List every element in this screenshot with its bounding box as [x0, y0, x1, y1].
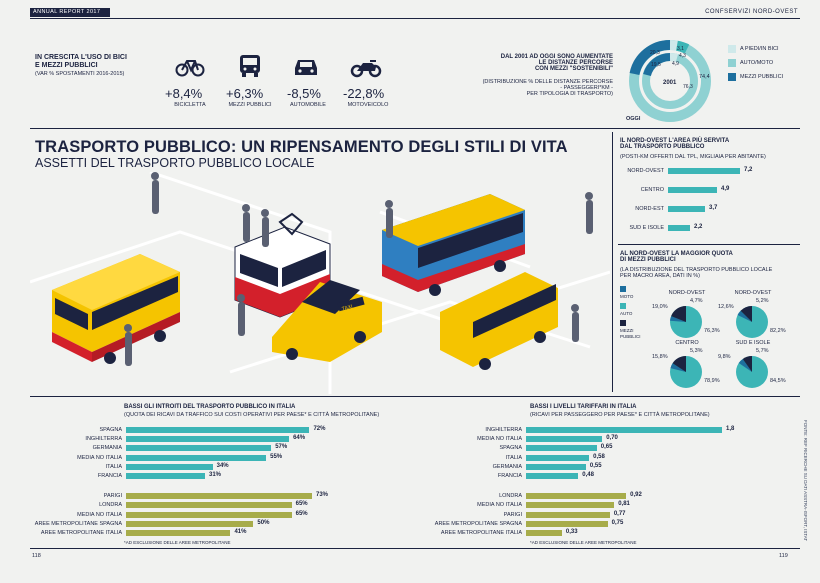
bus-change: +6,3%	[226, 86, 264, 101]
fares-bar	[526, 473, 578, 479]
inner-v3: 76,3	[683, 84, 693, 90]
bike-label: BICICLETTA	[174, 102, 206, 108]
revenue-bar	[126, 521, 253, 527]
outer-v1: 3,1	[677, 46, 684, 52]
revenue-bar	[126, 464, 213, 470]
fares-bar	[526, 493, 626, 499]
outer-v3: 74,4	[699, 74, 710, 80]
revenue-label: MEDIA NO ITALIA	[77, 511, 122, 518]
fares-bar	[526, 436, 602, 442]
bike-subtitle: (VAR % SPOSTAMENTI 2016-2015)	[35, 71, 125, 77]
donut-title-2: LE DISTANZE PERCORSE	[538, 60, 613, 66]
share-legend	[620, 286, 650, 340]
publisher-tag: CONFSERVIZI NORD-OVEST	[705, 9, 798, 15]
revenue-bar	[126, 512, 292, 518]
share-title-1: AL NORD-OVEST LA MAGGIOR QUOTA	[620, 251, 733, 257]
revenue-label: GERMANIA	[92, 445, 122, 452]
donut-today: OGGI	[626, 116, 641, 122]
share-pie	[734, 354, 770, 390]
revenue-value: 31%	[208, 472, 221, 478]
revenue-bar	[126, 493, 312, 499]
revenue-label: AREE METROPOLITANE ITALIA	[40, 530, 122, 536]
served-bar-chart	[620, 168, 800, 240]
pie-value-c: 76,3%	[704, 328, 720, 334]
revenue-title: BASSI GLI INTROITI DEL TRASPORTO PUBBLICO IN ITALIA	[124, 404, 296, 410]
right-column-rule	[612, 132, 613, 392]
legend-public2-swatch	[620, 320, 626, 326]
fares-label: SPAGNA	[499, 445, 522, 452]
donut-year: 2001	[663, 80, 677, 86]
donut-sub-2: - PASSEGGERI*KM -	[560, 85, 613, 91]
revenue-value: 65%	[295, 501, 308, 508]
revenue-label: PARIGI	[103, 493, 122, 500]
share-pies	[650, 284, 800, 390]
share-pie	[668, 354, 704, 390]
motorbike-icon	[350, 56, 382, 78]
blue-bus	[382, 194, 525, 296]
pie-value-c: 84,5%	[770, 378, 786, 384]
pie-value-a: 9,8%	[718, 354, 731, 360]
school-bus	[440, 272, 558, 370]
bike-title-1: IN CRESCITA L'USO DI BICI	[35, 54, 127, 61]
fares-label: MEDIA NO ITALIA	[477, 436, 522, 443]
revenue-bar	[126, 473, 205, 479]
revenue-value: 64%	[293, 435, 306, 442]
legend-moto-swatch	[620, 286, 626, 292]
pie-value-c: 78,9%	[704, 378, 720, 384]
revenue-label: FRANCIA	[97, 473, 122, 479]
section-rule-top	[30, 128, 800, 129]
fares-label: LONDRA	[499, 493, 522, 500]
share-title	[620, 251, 733, 263]
fares-value: 0,58	[593, 453, 605, 460]
right-column-mid-rule	[618, 244, 800, 245]
revenue-value: 65%	[295, 510, 308, 517]
bike-title-2: E MEZZI PUBBLICI	[35, 62, 98, 69]
revenue-value: 34%	[216, 462, 229, 469]
pie-name: CENTRO	[675, 340, 699, 346]
served-value: 4,9	[721, 186, 730, 192]
fares-bar	[526, 445, 597, 451]
share-pie	[734, 304, 770, 340]
revenue-footnote: *AD ESCLUSIONE DELLE AREE METROPOLITANE	[124, 540, 231, 545]
bus-icon	[237, 54, 263, 78]
fares-label: MEDIA NO ITALIA	[477, 502, 522, 509]
pie-name: NORD-OVEST	[668, 290, 706, 296]
moto-label: MOTOVEICOLO	[347, 102, 389, 108]
fares-value: 0,55	[589, 462, 602, 469]
fares-value: 0,81	[618, 501, 630, 508]
pie-value-b: 5,2%	[756, 298, 769, 304]
taxi-sign: TAXI	[341, 303, 354, 313]
served-value: 2,2	[694, 224, 703, 230]
revenue-bar	[126, 502, 292, 508]
donut-sub-1: (DISTRIBUZIONE % DELLE DISTANZE PERCORSE	[482, 79, 613, 85]
yellow-bus	[52, 254, 180, 364]
transport-illustration	[30, 172, 610, 394]
bus-label: MEZZI PUBBLICI	[228, 102, 272, 108]
fares-value: 0,65	[600, 444, 613, 451]
car-label: AUTOMOBILE	[290, 102, 326, 108]
served-bar	[668, 187, 717, 193]
revenue-bar-chart	[30, 425, 390, 547]
moto-change: -22,8%	[343, 86, 385, 101]
fares-label: PARIGI	[503, 511, 522, 518]
section-rule-bottom	[30, 396, 800, 397]
revenue-bar	[126, 455, 266, 461]
car-icon	[292, 56, 320, 78]
revenue-label: LONDRA	[99, 502, 122, 509]
served-title-2: DAL TRASPORTO PUBBLICO	[620, 144, 705, 150]
donut-title	[460, 54, 613, 72]
fares-value: 0,75	[611, 519, 624, 526]
share-pie	[668, 304, 704, 340]
fares-label: AREE METROPOLITANE SPAGNA	[434, 520, 522, 527]
pie-value-c: 82,2%	[770, 328, 786, 334]
fares-value: 0,70	[606, 435, 618, 442]
served-bar	[668, 225, 690, 231]
legend-walk-label: A PIEDI/IN BICI	[740, 46, 779, 52]
fares-value: 1,8	[726, 426, 735, 432]
page-number-left: 118	[32, 553, 41, 559]
legend-public2-label: MEZZI PUBBLICI	[620, 328, 641, 339]
revenue-value: 73%	[316, 492, 329, 499]
revenue-bar	[126, 445, 271, 451]
share-title-2: DI MEZZI PUBBLICI	[620, 257, 676, 263]
outer-v2: 4,3	[679, 53, 686, 59]
legend-moto-label: MOTO	[620, 294, 634, 299]
mode-change-row	[160, 56, 440, 116]
fares-bar	[526, 530, 562, 536]
donut-title-1: DAL 2001 AD OGGI SONO AUMENTATE	[500, 54, 613, 60]
fares-bar-chart	[420, 425, 780, 547]
page-number-right: 119	[779, 553, 788, 559]
revenue-bar	[126, 427, 309, 433]
header-rule	[30, 18, 800, 19]
share-sub-1: (LA DISTRIBUZIONE DEL TRASPORTO PUBBLICO LOCALE	[620, 267, 773, 273]
fares-label: ITALIA	[505, 454, 522, 461]
footer-rule	[30, 548, 800, 549]
served-label: SUD E ISOLE	[629, 225, 664, 231]
legend-auto2-swatch	[620, 303, 626, 309]
inner-v1: 4,9	[672, 61, 679, 67]
fares-value: 0,92	[630, 492, 642, 499]
revenue-value: 55%	[270, 453, 283, 460]
revenue-value: 50%	[257, 519, 270, 526]
served-value: 7,2	[744, 167, 753, 173]
fares-bar	[526, 427, 722, 433]
donut-sub-3: PER TIPOLOGIA DI TRASPORTO)	[526, 91, 613, 97]
fares-value: 0,33	[565, 529, 578, 535]
share-subtitle	[620, 267, 772, 279]
distance-donut	[622, 38, 718, 124]
main-title: TRASPORTO PUBBLICO: UN RIPENSAMENTO DEGLI STILI DI VITA	[35, 138, 568, 156]
fares-bar	[526, 521, 608, 527]
served-bar	[668, 206, 705, 212]
legend-auto2-label: AUTO	[620, 311, 633, 316]
legend-public-label: MEZZI PUBBLICI	[740, 74, 784, 80]
revenue-subtitle: (QUOTA DEI RICAVI DA TRAFFICO SUI COSTI OPERATIVI PER PAESE* E CITTÀ METROPOLITANE)	[124, 412, 380, 418]
legend-public-swatch	[728, 73, 736, 81]
fares-label: INGHILTERRA	[485, 427, 522, 433]
fares-label: FRANCIA	[497, 473, 522, 479]
fares-value: 0,48	[582, 472, 594, 478]
fares-bar	[526, 455, 589, 461]
pie-value-b: 5,7%	[756, 348, 769, 354]
legend-auto-label: AUTO/MOTO	[740, 60, 774, 66]
legend-walk-swatch	[728, 45, 736, 53]
inner-v2: 19,5	[651, 62, 661, 68]
fares-bar	[526, 464, 586, 470]
served-title	[620, 138, 729, 150]
revenue-value: 72%	[313, 426, 326, 432]
served-label: NORD-OVEST	[627, 168, 664, 174]
revenue-value: 57%	[275, 444, 288, 451]
legend-auto-swatch	[728, 59, 736, 67]
fares-subtitle: (RICAVI PER PASSEGGERO PER PAESE* E CITTÀ METROPOLITANE)	[530, 412, 710, 418]
served-title-1: IL NORD-OVEST L'AREA PIÙ SERVITA	[620, 138, 730, 144]
pie-value-b: 5,3%	[690, 348, 703, 354]
revenue-label: MEDIA NO ITALIA	[77, 454, 122, 461]
fares-bar	[526, 502, 614, 508]
donut-subtitle	[440, 79, 613, 97]
served-label: CENTRO	[640, 187, 664, 193]
served-label: NORD-EST	[635, 206, 664, 212]
pie-name: NORD-OVEST	[734, 290, 772, 296]
revenue-label: AREE METROPOLITANE SPAGNA	[34, 520, 122, 527]
revenue-label: INGHILTERRA	[85, 436, 122, 443]
pie-value-a: 12,6%	[718, 304, 734, 310]
source-note: FONTE: REF RICERCHE SU DATI ASSTRA-ISFORT, ISTAT	[803, 420, 808, 542]
fares-label: GERMANIA	[492, 463, 522, 470]
bike-change: +8,4%	[165, 86, 203, 101]
pie-value-b: 4,7%	[690, 298, 703, 304]
pie-value-a: 15,8%	[652, 354, 668, 360]
bicycle-icon	[175, 56, 205, 78]
annual-report-tag: ANNUAL REPORT 2017	[30, 8, 110, 17]
fares-bar	[526, 512, 610, 518]
revenue-bar	[126, 436, 289, 442]
served-value: 3,7	[709, 205, 718, 211]
pie-value-a: 19,0%	[652, 304, 668, 310]
share-sub-2: PER MACRO AREA, DATI IN %)	[620, 273, 700, 279]
outer-v4: 20,3	[650, 50, 660, 56]
donut-title-3: CON MEZZI "SOSTENIBILI"	[534, 66, 613, 72]
served-subtitle: (POSTI-KM OFFERTI DAL TPL, MIGLIAIA PER ABITANTE)	[620, 154, 766, 160]
main-subtitle: ASSETTI DEL TRASPORTO PUBBLICO LOCALE	[35, 156, 315, 170]
served-bar	[668, 168, 740, 174]
fares-value: 0,77	[613, 510, 626, 517]
pie-name: SUD E ISOLE	[735, 340, 771, 346]
fares-footnote: *AD ESCLUSIONE DELLE AREE METROPOLITANE	[530, 540, 637, 545]
revenue-value: 41%	[234, 529, 247, 535]
fares-label: AREE METROPOLITANE ITALIA	[440, 530, 522, 536]
fares-title: BASSI I LIVELLI TARIFFARI IN ITALIA	[530, 404, 637, 410]
revenue-label: SPAGNA	[99, 427, 122, 433]
car-change: -8,5%	[287, 86, 321, 101]
revenue-label: ITALIA	[105, 463, 122, 470]
revenue-bar	[126, 530, 230, 536]
